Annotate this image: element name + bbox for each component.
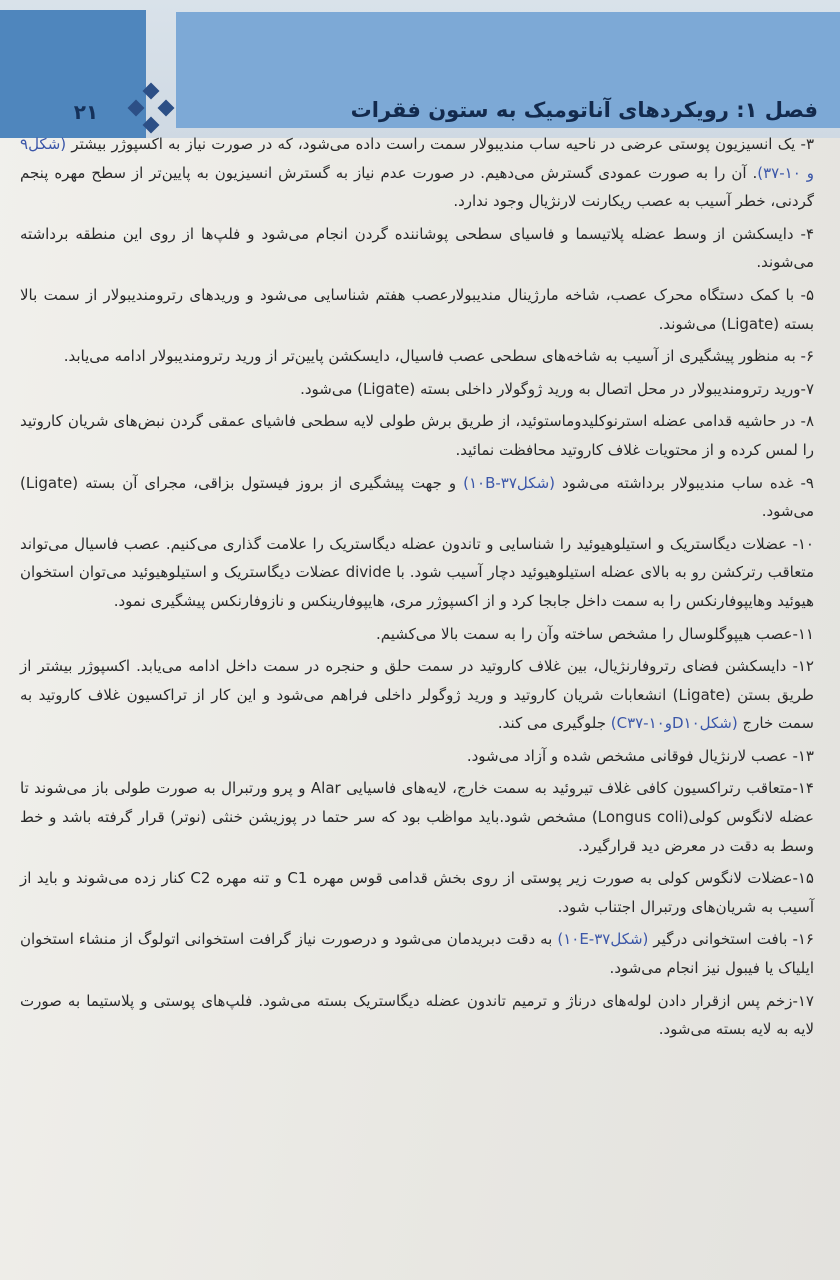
figure-reference: (شکل۱۰B-۳۷) (463, 473, 555, 492)
body-text (20, 130, 814, 1048)
step-paragraph (20, 469, 814, 526)
paragraph-text: ۱۲- دایسکشن فضای رتروفارنژیال، بین غلاف کاروتید در سمت حلق و حنجره در سمت داخل ادامه می‌یابد. اکسپوژر بیشتر از طریق بستن (Ligate) انشعابات شریان کاروتید و ورید ژوگولر داخلی فراهم می‌شود و این کار از تراکسیون غلاف کاروتید به سمت خارج (20, 657, 814, 733)
step-paragraph (20, 925, 814, 982)
figure-reference: (شکل۹ و ۱۰-۳۷) (20, 135, 814, 182)
step-paragraph (20, 130, 814, 216)
figure-reference: (شکلD۱۰وC۳۷-۱۰) (610, 714, 738, 733)
step-paragraph (20, 774, 814, 860)
step-paragraph (20, 742, 814, 771)
paragraph-text: به دقت دبریدمان می‌شود و درصورت نیاز گرافت استخوانی اتولوگ از منشاء استخوان ایلیاک یا فیبول نیز انجام می‌شود. (20, 930, 814, 978)
paragraph-text: جلوگیری می کند. (497, 714, 611, 733)
step-paragraph (20, 407, 814, 464)
paragraph-text: . آن را به صورت عمودی گسترش می‌دهیم. در صورت عدم نیاز به گسترش انسیزیون به پایین‌تر از سطح مهره پنجم گردنی، خطر آسیب به عصب ریکارنت لارنژیال وجود ندارد. (20, 163, 814, 211)
paragraph-text: ۴- دایسکشن از وسط عضله پلاتیسما و فاسیای سطحی پوشاننده گردن انجام می‌شود و فلپ‌ها از روی این منطقه برداشته می‌شوند. (20, 224, 814, 272)
paragraph-text: ۳- یک انسیزیون پوستی عرضی در ناحیه ساب مندیبولار سمت راست داده می‌شود، که در صورت نیاز به اکسپوژر بیشتر (66, 135, 814, 153)
step-paragraph (20, 620, 814, 649)
step-paragraph (20, 342, 814, 371)
paragraph-text: ۶- به منظور پیشگیری از آسیب به شاخه‌های سطحی عصب فاسیال، دایسکشن پایین‌تر از ورید رترومندیبولار ادامه می‌یابد. (63, 347, 814, 366)
paragraph-text: ۱۳- عصب لارنژیال فوقانی مشخص شده و آزاد می‌شود. (466, 746, 814, 765)
paragraph-text: ۱۰- عضلات دیگاستریک و استیلوهیوئید را شناسایی و تاندون عضله دیگاستریک را علامت گذاری می‌کنیم. عصب فاسیال می‌تواند متعاقب رترکشن رو به بالای عضله استیلوهیوئید دچار آسیب شود. با divide عضلات دیگاستریک و استیلوهیوئید می‌توان استخوان هیوئید وهایپوفارنکس را به سمت داخل جابجا کرد و از اکسپوژر مری، هایپوفارینکس و نازوفارنکس پیشگیری نمود. (20, 534, 814, 610)
paragraph-text: ۱۱-عصب هیپوگلوسال را مشخص ساخته وآن را به سمت بالا می‌کشیم. (375, 624, 814, 643)
paragraph-text: ۱۴-متعاقب رتراکسیون کافی غلاف تیروئید به سمت خارج، لایه‌های فاسیایی Alar و پرو ورتبرال به صورت طولی باز می‌شوند تا عضله لانگوس کولی(Longus coli) مشخص شود.باید مواظب بود که سر حتما در پوزیشن خنثی (نوتر) قرار گرفته باشد و خط وسط به دقت در معرض دید قرارگیرد. (20, 779, 814, 855)
step-paragraph (20, 987, 814, 1044)
step-paragraph (20, 530, 814, 616)
paragraph-text: ۱۷-زخم پس ازقرار دادن لوله‌های درناژ و ترمیم تاندون عضله دیگاستریک بسته می‌شود. فلپ‌های پوستی و پلاستیما به صورت لایه به لایه بسته می‌شود. (20, 991, 814, 1039)
paragraph-text: ۱۶- بافت استخوانی درگیر (648, 930, 814, 949)
paragraph-text: و جهت پیشگیری از بروز فیستول بزاقی، مجرای آن بسته (Ligate) می‌شود. (20, 473, 814, 521)
step-paragraph (20, 652, 814, 738)
paragraph-text: ۸- در حاشیه قدامی عضله استرنوکلیدوماستوئید، از طریق برش طولی لایه سطحی فاشیای عمقی گردن نبض‌های شریان کاروتید را لمس کرده و از محتویات غلاف کاروتید محافظت نمائید. (20, 412, 814, 459)
figure-reference: (شکل۱۰E-۳۷) (557, 930, 649, 949)
paragraph-text: ۱۵-عضلات لانگوس کولی به صورت زیر پوستی از روی بخش قدامی قوس مهره C1 و تنه مهره C2 کنار زده می‌شوند و باید از آسیب به شریان‌های ورتبرال اجتناب شود. (20, 869, 814, 916)
paragraph-text: ۷-ورید رترومندیبولار در محل اتصال به ورید ژوگولار داخلی بسته (Ligate) می‌شود. (300, 379, 814, 398)
step-paragraph (20, 220, 814, 277)
step-paragraph (20, 864, 814, 921)
step-paragraph (20, 281, 814, 338)
chapter-title: فصل ۱: رویکردهای آناتومیک به ستون فقرات (350, 98, 818, 122)
page-number: ۲۱ (73, 100, 99, 124)
paragraph-text: ۵- با کمک دستگاه محرک عصب، شاخه مارژینال مندیبولارعصب هفتم شناسایی می‌شود و وریدهای رترومندیبولار از سمت بالا بسته (Ligate) می‌شوند. (20, 285, 814, 333)
step-paragraph (20, 375, 814, 404)
paragraph-text: ۹- غده ساب مندیبولار برداشته می‌شود (555, 473, 814, 492)
